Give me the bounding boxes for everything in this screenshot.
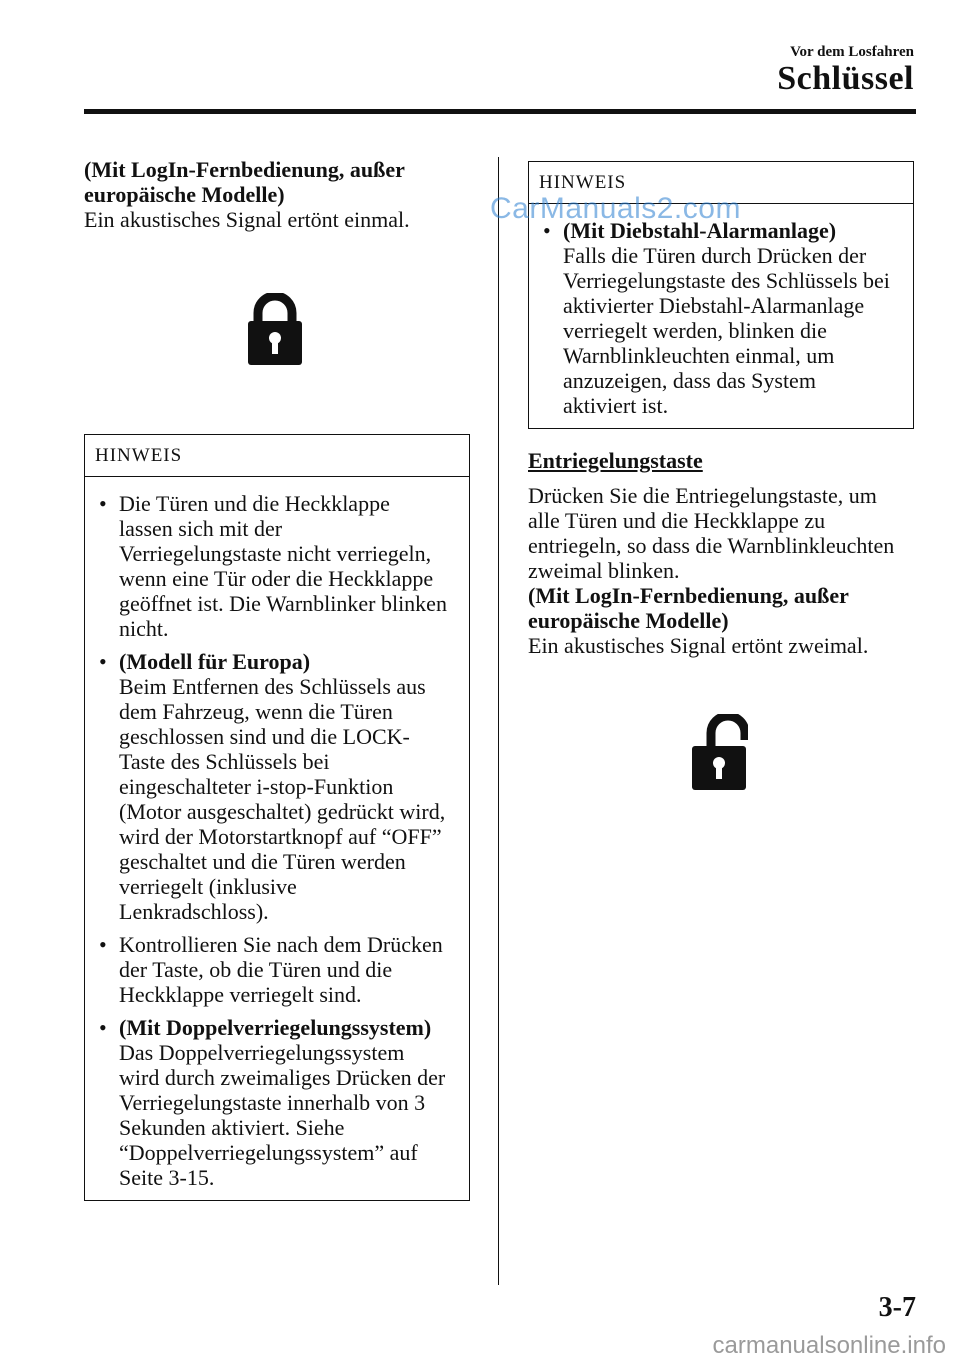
note-bullet-1	[95, 491, 459, 641]
note-line: Verriegelungstaste innerhalb von 3	[119, 1090, 426, 1115]
note-line: Taste des Schlüssels bei	[119, 749, 330, 774]
lock-open-icon	[692, 714, 748, 790]
note-line: lassen sich mit der	[119, 516, 283, 541]
intro-heading-line-2: europäische Modelle)	[84, 182, 285, 207]
login-heading-line-2: europäische Modelle)	[528, 608, 729, 633]
note-line: Sekunden aktiviert. Siehe	[119, 1115, 345, 1140]
login-text: Ein akustisches Signal ertönt zweimal.	[528, 633, 869, 658]
note-bullet-heading: • (Mit Doppelverriegelungssystem)	[119, 1015, 432, 1040]
note-line: (Motor ausgeschaltet) gedrückt wird,	[119, 799, 446, 824]
note-bullet-heading: • (Mit Diebstahl-Alarmanlage)	[563, 218, 837, 243]
left-column	[84, 157, 474, 232]
note-bullet-4	[95, 1015, 459, 1190]
note-line: Beim Entfernen des Schlüssels aus	[119, 674, 426, 699]
note-line: Seite 3-15.	[119, 1165, 215, 1190]
watermark-top: CarManuals2.com	[490, 192, 741, 225]
watermark-bottom: carmanualsonline.info	[712, 1332, 946, 1359]
page-number: 3-7	[878, 1292, 916, 1323]
note-line: verriegelt (inklusive	[119, 874, 297, 899]
note-line: Lenkradschloss).	[119, 899, 269, 924]
note-body	[85, 477, 469, 1200]
intro-text: Ein akustisches Signal ertönt einmal.	[84, 207, 410, 232]
note-box-left	[84, 434, 470, 1201]
note-line: Verriegelungstaste nicht verriegeln,	[119, 541, 432, 566]
note-line: Falls die Türen durch Drücken der	[563, 243, 867, 268]
note-line: dem Fahrzeug, wenn die Türen	[119, 699, 393, 724]
unlock-line: alle Türen und die Heckklappe zu	[528, 508, 826, 533]
note-line: “Doppelverriegelungssystem” auf	[119, 1140, 418, 1165]
note-line: wenn eine Tür oder die Heckklappe	[119, 566, 434, 591]
header-rule	[84, 109, 916, 114]
unlock-line: zweimal blinken.	[528, 558, 680, 583]
section-label: Vor dem Losfahren	[790, 44, 914, 60]
note-line: Heckklappe verriegelt sind.	[119, 982, 362, 1007]
note-line: Warnblinkleuchten einmal, um	[563, 343, 835, 368]
note-line: eingeschalteter i-stop-Funktion	[119, 774, 394, 799]
note-line: Das Doppelverriegelungssystem	[119, 1040, 405, 1065]
unlock-section	[528, 448, 916, 658]
login-heading-line-1: (Mit LogIn-Fernbedienung, außer	[528, 583, 849, 608]
note-title: HINWEIS	[529, 162, 913, 204]
note-bullet-2	[95, 649, 459, 924]
note-line: wird der Motorstartknopf auf “OFF”	[119, 824, 442, 849]
note-line: nicht.	[119, 616, 169, 641]
note-bullet-1	[539, 218, 903, 418]
note-line: der Taste, ob die Türen und die	[119, 957, 393, 982]
note-line: geöffnet ist. Die Warnblinker blinken	[119, 591, 447, 616]
note-line: aktiviert ist.	[563, 393, 669, 418]
note-line: aktivierter Diebstahl-Alarmanlage	[563, 293, 865, 318]
note-line: anzuzeigen, dass das System	[563, 368, 816, 393]
note-line: verriegelt werden, blinken die	[563, 318, 827, 343]
note-line: geschlossen sind und die LOCK-	[119, 724, 410, 749]
note-body	[529, 204, 913, 428]
page-title: Schlüssel	[777, 60, 914, 97]
unlock-line: Drücken Sie die Entriegelungstaste, um	[528, 483, 877, 508]
note-title: HINWEIS	[85, 435, 469, 477]
intro-heading-line-1: (Mit LogIn-Fernbedienung, außer	[84, 157, 405, 182]
unlock-heading: Entriegelungstaste	[528, 448, 703, 473]
note-bullet-heading: • (Modell für Europa)	[119, 649, 311, 674]
note-line: • Die Türen und die Heckklappe	[119, 491, 390, 516]
note-bullet-3	[95, 932, 459, 1007]
note-line: • Kontrollieren Sie nach dem Drücken	[119, 932, 443, 957]
unlock-line: entriegeln, so dass die Warnblinkleuchten	[528, 533, 895, 558]
note-line: geschaltet und die Türen werden	[119, 849, 406, 874]
column-divider	[498, 157, 499, 1285]
lock-closed-icon	[248, 293, 302, 365]
note-line: Verriegelungstaste des Schlüssels bei	[563, 268, 890, 293]
note-line: wird durch zweimaliges Drücken der	[119, 1065, 446, 1090]
